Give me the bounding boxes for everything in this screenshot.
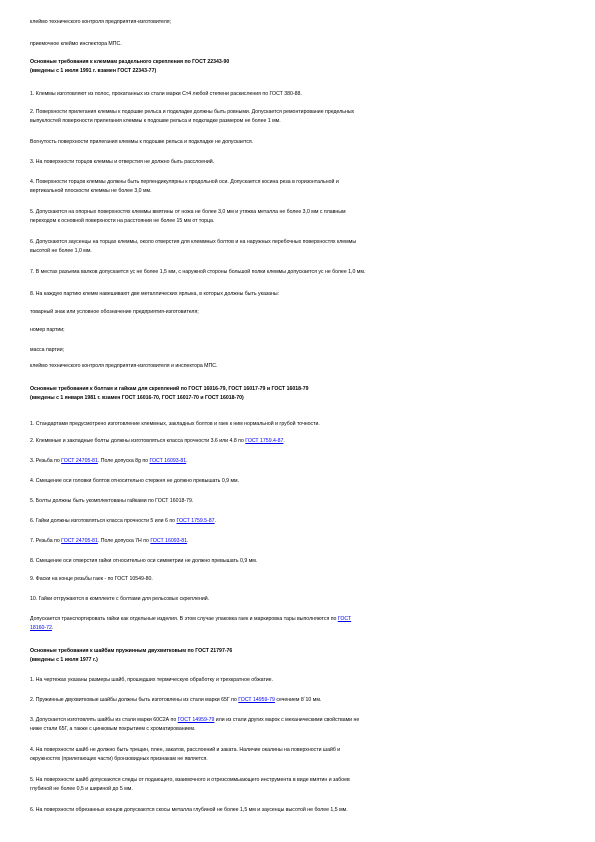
gost-link[interactable]: ГОСТ 14959-79 xyxy=(238,697,275,703)
text-run: сечением 8´10 мм. xyxy=(274,697,322,703)
text-run: 1. Стандартами предусмотрено изготовление клеммных, закладных болтов и гаек к ним нормальной и грубой точности. xyxy=(30,421,320,427)
text-run: (введены с 1 января 1981 г. взамен ГОСТ 16016-70, ГОСТ 16017-70 и ГОСТ 16018-70) xyxy=(30,395,244,401)
text-run: . Поле допуска 8g по xyxy=(97,458,150,464)
paragraph xyxy=(30,18,570,27)
text-line xyxy=(30,537,570,546)
text-run: . xyxy=(51,625,54,631)
text-run: (введены с 1 июля 1977 г.) xyxy=(30,657,98,663)
text-run: (введены с 1 июля 1991 г. взамен ГОСТ 22343-77) xyxy=(30,68,157,74)
text-run: 2. Клеммные и закладные болты должны изготовляться класса прочности 3.6 или 4.8 по xyxy=(30,438,246,444)
text-line xyxy=(30,138,570,147)
text-line xyxy=(30,268,570,277)
text-run: выпуклостей поверхности прилегания клеммы к подошве рельса и подкладке размером не более 1 мм. xyxy=(30,118,281,124)
text-run: . xyxy=(187,538,189,544)
text-run: 2. Пружинные двухвитковые шайбы должны быть изготовлены из стали марки 65Г по xyxy=(30,697,239,703)
text-run: 2. Поверхности прилегания клеммы к подошве рельса и подкладке должны быть ровными. Допускается ремонтирование предельных xyxy=(30,109,355,115)
section-heading xyxy=(30,385,570,403)
text-run: приемочное клеймо инспектора МПС. xyxy=(30,41,122,47)
text-line xyxy=(30,716,570,725)
paragraph xyxy=(30,40,570,49)
text-line xyxy=(30,117,570,126)
text-run: 6. Допускаются заусенцы на торцах клеммы, около отверстия для клеммных болтов и на наружных перебочных поверхностях клеммы xyxy=(30,239,357,245)
paragraph xyxy=(30,238,570,256)
text-run: 3. Допускается изготовлять шайбы из стали марки 60С2А по xyxy=(30,717,178,723)
gost-link[interactable]: ГОСТ 14959-79 xyxy=(177,717,215,723)
paragraph xyxy=(30,420,570,429)
text-line xyxy=(30,217,570,226)
text-run: окружностях (прилегающих части) бронзовидных признакам не является. xyxy=(30,756,208,762)
text-line xyxy=(30,575,570,584)
paragraph xyxy=(30,696,570,705)
text-line xyxy=(30,647,570,656)
text-line xyxy=(30,806,570,815)
text-line xyxy=(30,437,570,446)
gost-link[interactable]: ГОСТ 24705-81 xyxy=(61,458,98,464)
paragraph xyxy=(30,208,570,226)
text-run: . xyxy=(186,458,188,464)
paragraph xyxy=(30,497,570,506)
text-run: 4. На поверхности шайб не должно быть трещин, плен, закатов, расслоений и заката. Наличие окалины на поверхности шайб и xyxy=(30,747,341,753)
paragraph xyxy=(30,437,570,446)
text-run: 5. Допускаются на опорных поверхностях клеммы вмятины от ножа не более 3,0 мм и утяжка металла не более 3,0 мм с плавным xyxy=(30,209,346,215)
paragraph xyxy=(30,557,570,566)
text-line xyxy=(30,746,570,755)
gost-link[interactable]: ГОСТ 1759.4-87 xyxy=(245,438,284,444)
paragraph xyxy=(30,326,570,335)
text-line xyxy=(30,624,570,633)
text-run: высотой не более 1,0 мм. xyxy=(30,248,92,254)
text-line xyxy=(30,477,570,486)
text-run: Основные требования к болтам и гайкам для скреплений по ГОСТ 16016-79, ГОСТ 16017-79 и ГОСТ 16018-79 xyxy=(30,386,309,392)
text-line xyxy=(30,517,570,526)
text-line xyxy=(30,90,570,99)
text-line xyxy=(30,785,570,794)
text-run: клеймо технического контроля предприятия-изготовителя; xyxy=(30,19,172,25)
text-run: или из стали других марок с механическими свойствами не xyxy=(214,717,360,723)
paragraph xyxy=(30,615,570,633)
text-run: вертикальной плоскости клеммы не более 3,0 мм. xyxy=(30,188,152,194)
paragraph xyxy=(30,517,570,526)
text-run: 3. Резьба по xyxy=(30,458,62,464)
text-run: Основные требования к шайбам пружинным двухвитковым по ГОСТ 21797-76 xyxy=(30,648,233,654)
paragraph xyxy=(30,158,570,167)
paragraph xyxy=(30,575,570,584)
paragraph xyxy=(30,346,570,355)
paragraph xyxy=(30,138,570,147)
paragraph xyxy=(30,362,570,371)
text-line xyxy=(30,725,570,734)
text-run: 8. На каждую партию клемм навешивают две металлических ярлыка, в которых должны быть указаны: xyxy=(30,291,280,297)
text-run: переходом к основной поверхности на расстоянии не более 15 мм от торца. xyxy=(30,218,215,224)
text-run: 3. На поверхности торцов клеммы и отверстия не должно быть расслоений. xyxy=(30,159,215,165)
text-run: 8. Смещение оси отверстия гайки относительно оси симметрии не должно превышать 0,9 мм. xyxy=(30,558,258,564)
text-run: 4. Смещение оси головки болтов относительно стержня не должно превышать 0,9 мм. xyxy=(30,478,240,484)
text-run: 1. Клеммы изготовляют из полос, прокатанных из стали марки Ст4 любой степени раскисления по ГОСТ 380-88. xyxy=(30,91,302,97)
paragraph xyxy=(30,108,570,126)
text-run: масса партии; xyxy=(30,347,65,353)
text-line xyxy=(30,776,570,785)
text-run: Допускается транспортировать гайки как отдельные изделия. В этом случае упаковка гаек и маркировка тары выполняются по xyxy=(30,616,338,622)
text-line xyxy=(30,247,570,256)
text-run: номер партии; xyxy=(30,327,65,333)
gost-link[interactable]: 18160-72 xyxy=(30,625,52,631)
text-run: . Поле допуска 7Н по xyxy=(97,538,151,544)
text-run: глубиной не более 0,5 и шириной до 5 мм. xyxy=(30,786,133,792)
text-line xyxy=(30,238,570,247)
text-run: клеймо технического контроля предприятия-изготовителя и инспектора МПС. xyxy=(30,363,218,369)
text-line xyxy=(30,385,570,394)
text-run: 5. Болты должны быть укомплектованы гайками по ГОСТ 16018-79. xyxy=(30,498,194,504)
gost-link[interactable]: ГОСТ 24705-81 xyxy=(61,538,98,544)
text-run: . xyxy=(283,438,285,444)
text-run: товарный знак или условное обозначение предприятия-изготовителя; xyxy=(30,309,199,315)
text-line xyxy=(30,108,570,117)
paragraph xyxy=(30,457,570,466)
text-line xyxy=(30,346,570,355)
text-run: . xyxy=(214,518,217,524)
text-run: ниже стали 65Г, а также с цинковым покрытием с хроматированием. xyxy=(30,726,196,732)
gost-link[interactable]: ГОСТ 16093-81 xyxy=(150,538,188,544)
text-run: 6. На поверхности обрезанных концов допускаются скосы металла глубиной не более 1,5 мм и заусенцы высотой не более 1,5 мм. xyxy=(30,807,348,813)
text-line xyxy=(30,326,570,335)
text-line xyxy=(30,420,570,429)
paragraph xyxy=(30,746,570,764)
text-line xyxy=(30,40,570,49)
text-line xyxy=(30,308,570,317)
text-line xyxy=(30,362,570,371)
paragraph xyxy=(30,776,570,794)
text-run: 5. На поверхности шайб допускаются следы от подающего, взаимочного и отрезсоммыающего инструмента в виде вмятин и забоев xyxy=(30,777,350,783)
paragraph xyxy=(30,268,570,277)
text-line xyxy=(30,158,570,167)
text-line xyxy=(30,58,570,67)
text-run: 1. На чертежах указаны размеры шайб, прошедших термическую обработку и трехкратное обжатие. xyxy=(30,677,273,683)
section-heading xyxy=(30,647,570,665)
paragraph xyxy=(30,595,570,604)
text-run: Основные требования к клеммам раздельного скрепления по ГОСТ 22343-90 xyxy=(30,59,230,65)
gost-link[interactable]: ГОСТ xyxy=(337,616,352,622)
text-line xyxy=(30,208,570,217)
text-line xyxy=(30,290,570,299)
text-line xyxy=(30,696,570,705)
text-run: 4. Поверхности торцов клеммы должны быть перпендикулярны к продольной оси. Допускается косина реза в горизонтальной и xyxy=(30,179,339,185)
text-run: 10. Гайки отгружаются в комплекте с болтами для рельсовых скреплений. xyxy=(30,596,210,602)
text-line xyxy=(30,615,570,624)
text-line xyxy=(30,67,570,76)
gost-link[interactable]: ГОСТ 1759.5-87 xyxy=(176,518,215,524)
text-line xyxy=(30,595,570,604)
text-line xyxy=(30,676,570,685)
paragraph xyxy=(30,90,570,99)
paragraph xyxy=(30,716,570,734)
text-line xyxy=(30,178,570,187)
paragraph xyxy=(30,676,570,685)
text-line xyxy=(30,497,570,506)
section-heading xyxy=(30,58,570,76)
text-line xyxy=(30,394,570,403)
paragraph xyxy=(30,477,570,486)
text-line xyxy=(30,656,570,665)
text-line xyxy=(30,755,570,764)
text-run: Вогнутость поверхности прилегания клеммы к подошве рельса и подкладке не допускается. xyxy=(30,139,254,145)
paragraph xyxy=(30,308,570,317)
text-run: 7. В местах разъема валков допускается ус не более 1,5 мм, с наружной стороны большой полки клеммы допускается ус не более 1,0 мм. xyxy=(30,269,366,275)
text-line xyxy=(30,457,570,466)
paragraph xyxy=(30,290,570,299)
text-run: 9. Фаски на конце резьбы гаек - по ГОСТ 10549-80. xyxy=(30,576,153,582)
text-line xyxy=(30,187,570,196)
paragraph xyxy=(30,806,570,815)
paragraph xyxy=(30,537,570,546)
paragraph xyxy=(30,178,570,196)
text-line xyxy=(30,557,570,566)
text-run: 6. Гайки должны изготовляться класса прочности 5 или 6 по xyxy=(30,518,177,524)
text-run: 7. Резьба по xyxy=(30,538,62,544)
gost-link[interactable]: ГОСТ 16093-81 xyxy=(149,458,187,464)
text-line xyxy=(30,18,570,27)
